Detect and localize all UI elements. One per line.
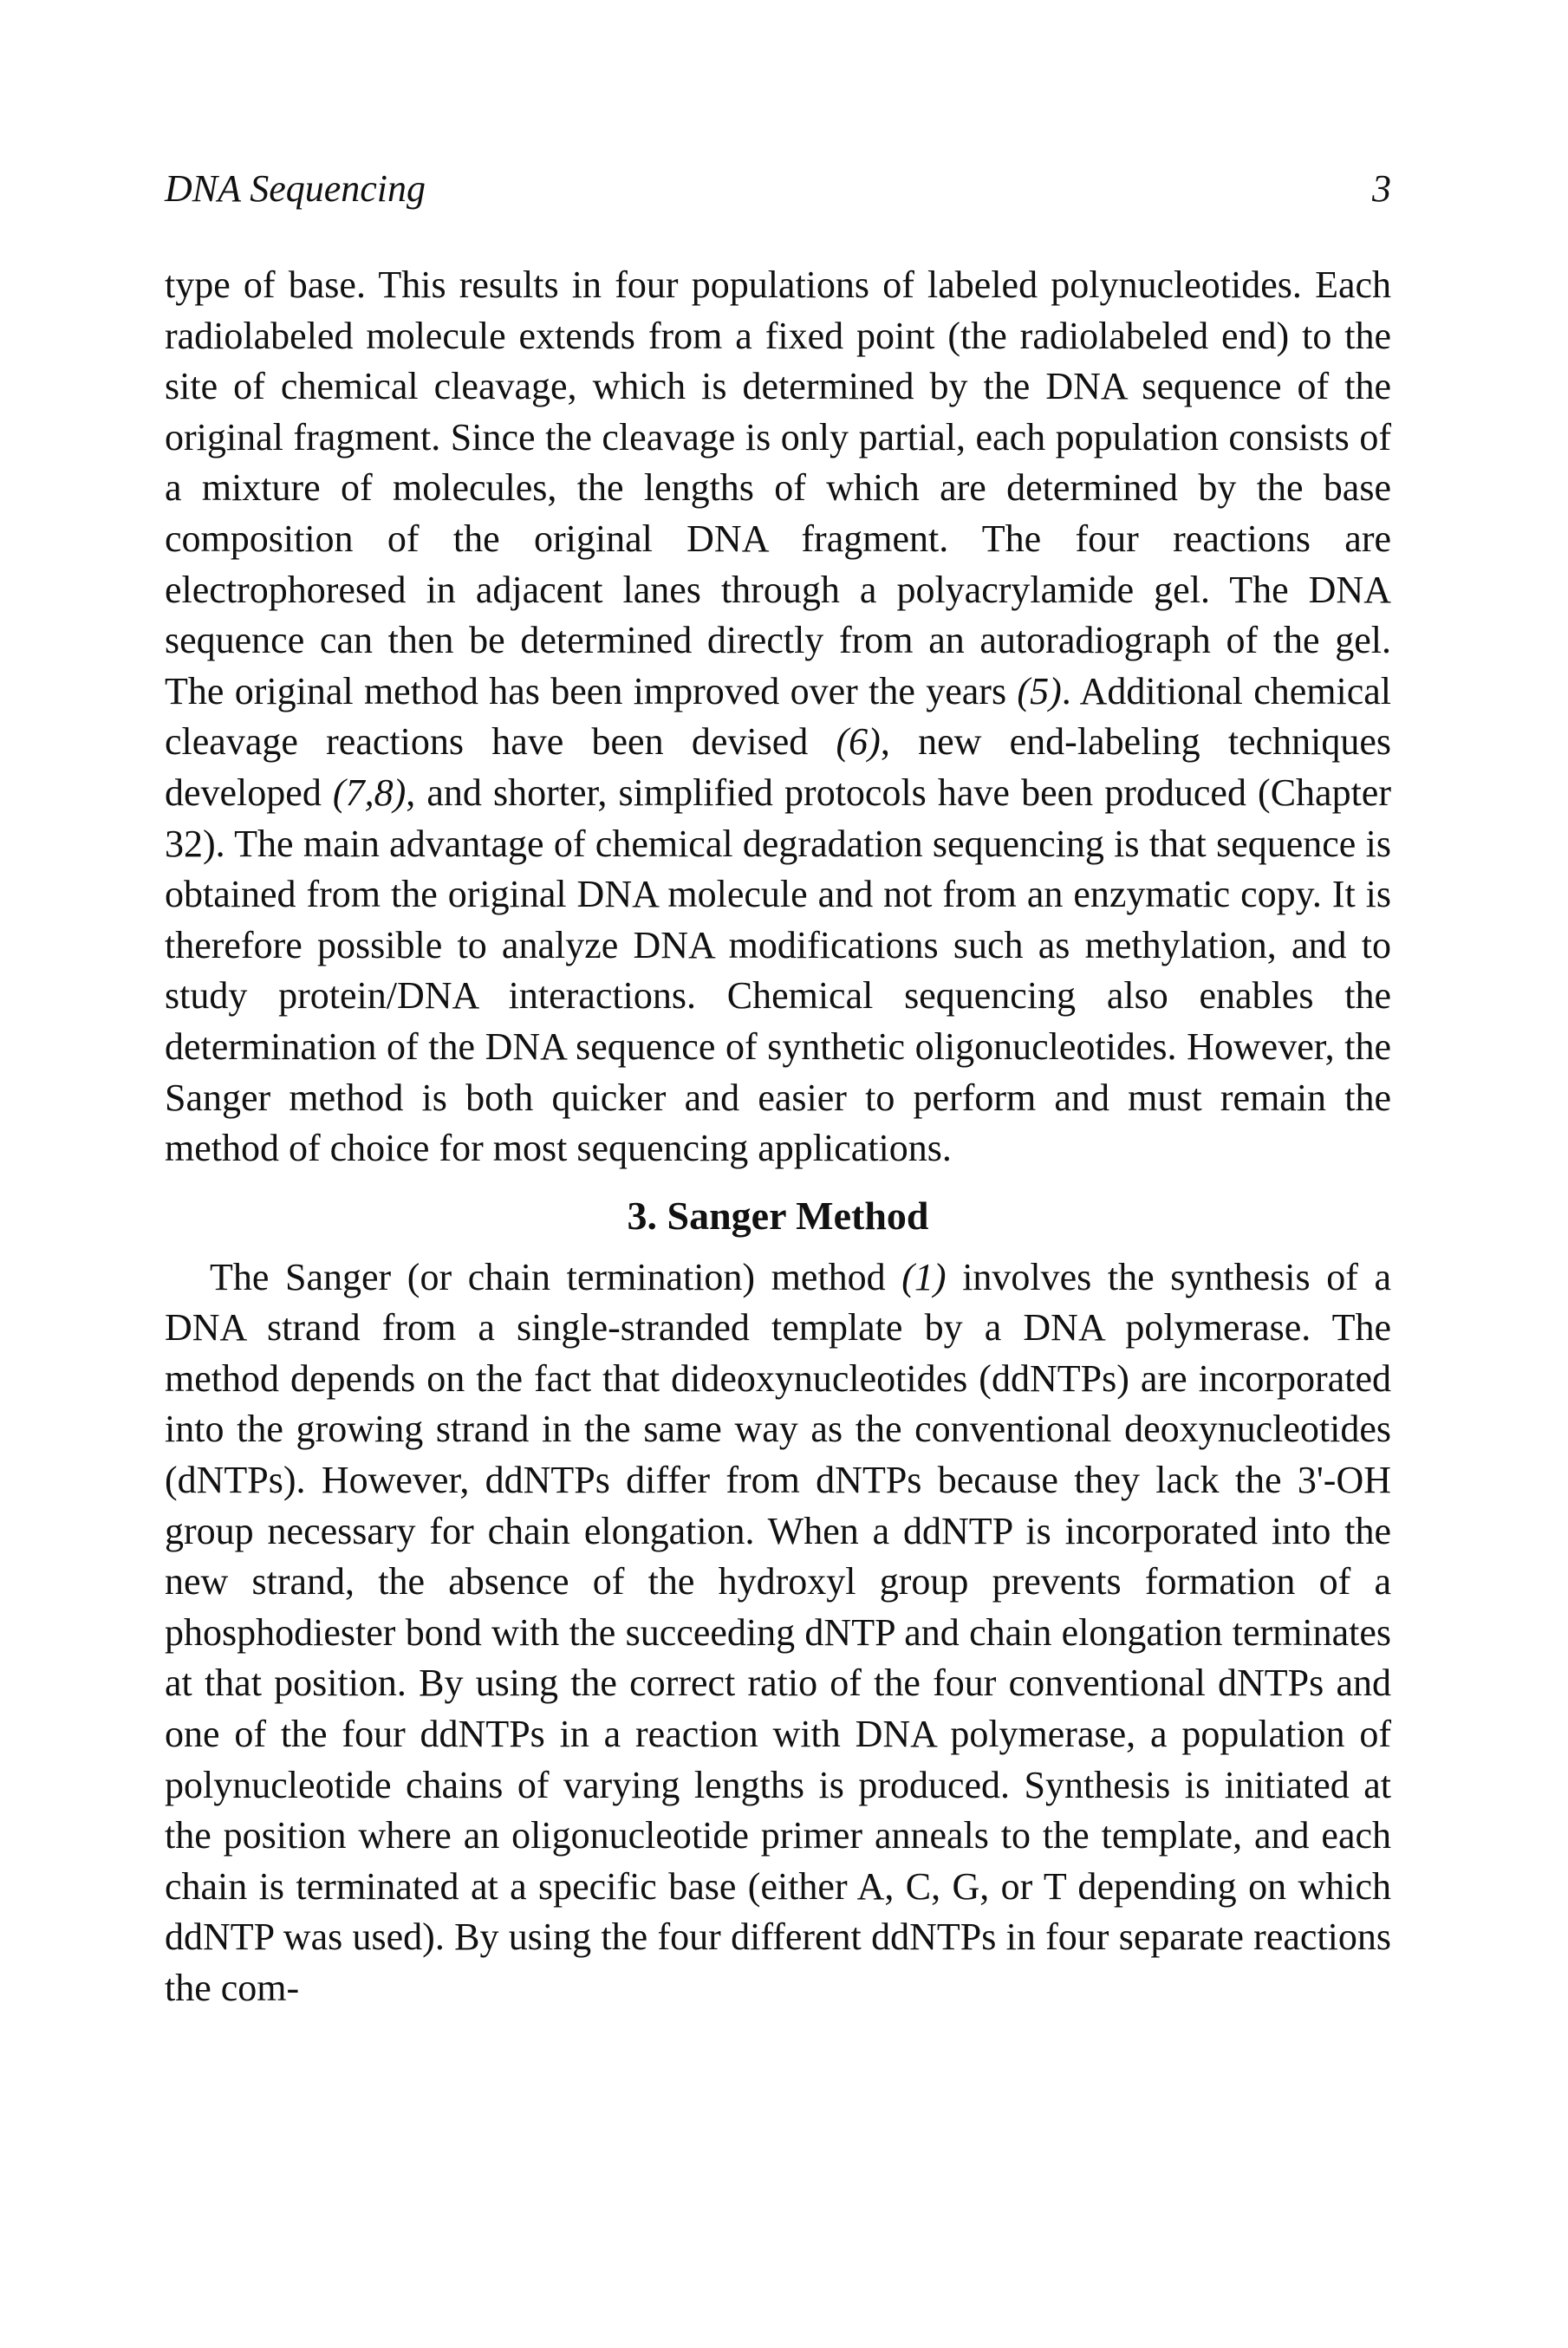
book-page xyxy=(165,165,1391,2014)
citation-6: (6) xyxy=(836,720,881,764)
running-head-title: DNA Sequencing xyxy=(165,167,426,210)
page-number: 3 xyxy=(1372,167,1391,210)
section-heading: 3. Sanger Method xyxy=(627,1193,929,1238)
citation-7-8: (7,8) xyxy=(332,771,407,814)
body-text xyxy=(165,260,1391,2014)
citation-5: (5) xyxy=(1017,669,1062,712)
running-head xyxy=(165,165,1391,213)
paragraph-sanger-method: The Sanger (or chain termination) method (1) involves the synthesis of a DNA strand from a single-stranded template by a DNA polymerase. The method depends on the fact that dideoxynucleotides (ddNTPs) are incorporated into the growing strand in the same way as the conventional deoxynucleotides (dNTPs). However, ddNTPs differ from dNTPs because they lack the 3'-OH group necessary for chain elongation. When a ddNTP is incorporated into the new strand, the absence of the hydroxyl group prevents formation of a phosphodiester bond with the succeeding dNTP and chain elongation terminates at that position. By using the correct ratio of the four conventional dNTPs and one of the four ddNTPs in a reaction with DNA polymerase, a population of polynucleotide chains of varying lengths is produced. Synthesis is initiated at the position where an oligonucleotide primer anneals to the template, and each chain is terminated at a specific base (either A, C, G, or T depending on which ddNTP was used). By using the four different ddNTPs in four separate reactions the com- xyxy=(165,1255,1392,2009)
citation-1: (1) xyxy=(901,1255,947,1298)
paragraph-chemical-degradation: type of base. This results in four populations of labeled polynucleotides. Each radiolabeled molecule extends from a fixed point (the radiolabeled end) to the site of chemical cleavage, which is determined by the DNA sequence of the original fragment. Since the cleavage is only partial, each population consists of a mixture of molecules, the lengths of which are determined by the base composition of the original DNA fragment. The four reactions are electrophoresed in adjacent lanes through a polyacrylamide gel. The DNA sequence can then be determined directly from an autoradiograph of the gel. The original method has been improved over the years (5). Additional chemical cleavage reactions have been devised (6), new end-labeling techniques developed (7,8), and shorter, simplified protocols have been produced (Chapter 32). The main advantage of chemical degradation sequencing is that sequence is obtained from the original DNA molecule and not from an enzymatic copy. It is therefore possible to analyze DNA modifications such as methylation, and to study protein/DNA interactions. Chemical sequencing also enables the determination of the DNA sequence of synthetic oligonucleotides. However, the Sanger method is both quicker and easier to perform and must remain the method of choice for most sequencing applications. xyxy=(165,263,1391,1170)
